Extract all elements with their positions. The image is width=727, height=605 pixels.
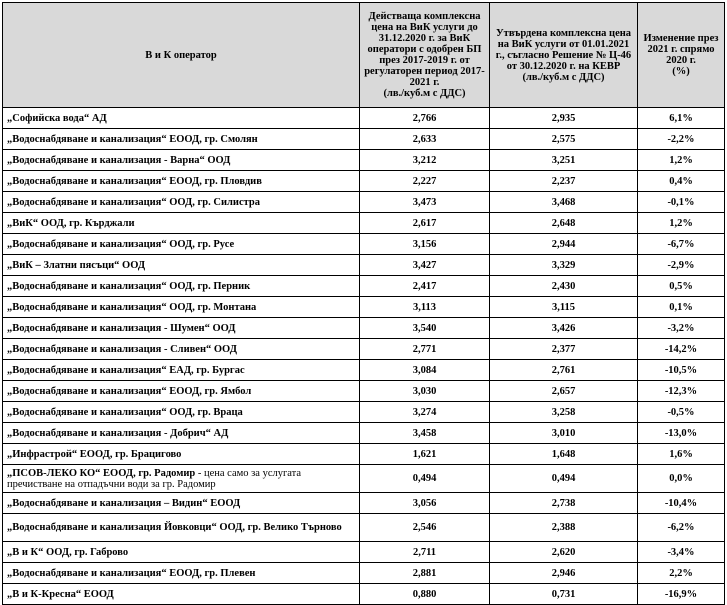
operator-name [3,108,360,129]
table-row [3,402,725,423]
current-price-cell: 2,417 [360,276,490,297]
table-row [3,444,725,465]
current-price-cell: 0,494 [360,465,490,493]
change-cell: -6,2% [638,514,725,542]
table-row [3,360,725,381]
change-cell: 0,1% [638,297,725,318]
operator-name [3,213,360,234]
current-price-cell: 0,880 [360,584,490,605]
approved-price-cell: 3,010 [490,423,638,444]
approved-price-cell: 3,329 [490,255,638,276]
approved-price-cell: 2,648 [490,213,638,234]
approved-price-cell: 2,944 [490,234,638,255]
change-cell: 0,0% [638,465,725,493]
table-row [3,213,725,234]
table-row [3,255,725,276]
table-row [3,423,725,444]
current-price-cell: 3,274 [360,402,490,423]
change-cell: -0,1% [638,192,725,213]
operator-name [3,234,360,255]
current-price-cell: 2,711 [360,542,490,563]
current-price-cell: 2,633 [360,129,490,150]
operator-name-text: „Водоснабдяване и канализация“ ООД, гр. Силистра [7,196,260,208]
operator-name [3,542,360,563]
approved-price-cell: 0,494 [490,465,638,493]
operator-name-text: „Водоснабдяване и канализация Йовковци“ ООД, гр. Велико Търново [7,522,342,533]
operator-name [3,192,360,213]
approved-price-cell: 3,258 [490,402,638,423]
table-row [3,150,725,171]
operator-name-text: „Водоснабдяване и канализация - Варна“ ООД [7,154,231,166]
operator-name-text: „Водоснабдяване и канализация“ ООД, гр. Враца [7,406,243,418]
change-cell: 2,2% [638,563,725,584]
operator-name-text: „Инфрастрой“ ЕООД, гр. Брацигово [7,448,182,460]
change-cell: 1,2% [638,150,725,171]
header-approved-price: Утвърдена комплексна цена на ВиК услуги от 01.01.2021 г., съгласно Решение № Ц-46 от 30.12.2020 г. на КЕВР (лв./куб.м с ДДС) [490,3,638,108]
operator-name-text: „ПСОВ-ЛЕКО КО“ ЕООД, гр. Радомир [7,467,196,479]
approved-price-cell: 2,575 [490,129,638,150]
table-row [3,129,725,150]
operator-name [3,444,360,465]
table-row [3,318,725,339]
operator-name [3,276,360,297]
approved-price-cell: 2,388 [490,514,638,542]
current-price-cell: 2,766 [360,108,490,129]
current-price-cell: 2,771 [360,339,490,360]
approved-price-cell: 2,657 [490,381,638,402]
header-row [3,3,725,108]
operator-name [3,339,360,360]
current-price-cell: 3,113 [360,297,490,318]
operator-name-text: „Водоснабдяване и канализация“ ООД, гр. Перник [7,280,251,292]
operator-name-text: „ВиК“ ООД, гр. Кърджали [7,217,135,229]
current-price-cell: 3,473 [360,192,490,213]
operator-name-text: „Водоснабдяване и канализация“ ЕАД, гр. Бургас [7,364,245,376]
operator-name-text: „В и К“ ООД, гр. Габрово [7,546,129,558]
current-price-cell: 3,056 [360,493,490,514]
current-price-cell: 2,881 [360,563,490,584]
change-cell: -16,9% [638,584,725,605]
approved-price-cell: 3,468 [490,192,638,213]
operator-name-text: „Водоснабдяване и канализация“ ООД, гр. Монтана [7,301,257,313]
approved-price-cell: 2,237 [490,171,638,192]
change-cell: 0,4% [638,171,725,192]
approved-price-cell: 3,426 [490,318,638,339]
change-cell: -14,2% [638,339,725,360]
approved-price-cell: 2,935 [490,108,638,129]
operator-name-text: „В и К-Кресна“ ЕООД [7,588,114,600]
approved-price-cell: 2,430 [490,276,638,297]
operator-name [3,171,360,192]
change-cell: 6,1% [638,108,725,129]
operator-name-text: „Водоснабдяване и канализация“ ООД, гр. Русе [7,238,235,250]
approved-price-cell: 2,946 [490,563,638,584]
operator-name-text: „Водоснабдяване и канализация“ ЕООД, гр. Смолян [7,133,258,145]
current-price-cell: 3,156 [360,234,490,255]
operator-name [3,360,360,381]
header-current-price: Действаща комплексна цена на ВиК услуги до 31.12.2020 г. за ВиК оператори с одобрен БП през 2017-2019 г. от регулаторен период 2017-2021 г. (лв./куб.м с ДДС) [360,3,490,108]
operator-name [3,514,360,542]
change-cell: -3,2% [638,318,725,339]
change-cell: 1,6% [638,444,725,465]
operator-name-text: „Водоснабдяване и канализация“ ЕООД, гр. Пловдив [7,175,262,187]
change-cell: -2,9% [638,255,725,276]
change-cell: -10,5% [638,360,725,381]
change-cell: -10,4% [638,493,725,514]
table-row [3,339,725,360]
approved-price-cell: 2,377 [490,339,638,360]
operator-name [3,381,360,402]
operator-name [3,493,360,514]
operator-name [3,402,360,423]
operator-name-text: „Софийска вода“ АД [7,112,107,124]
table-row [3,381,725,402]
current-price-cell: 3,212 [360,150,490,171]
table-row [3,563,725,584]
price-table [2,2,725,605]
approved-price-cell: 2,738 [490,493,638,514]
approved-price-cell: 1,648 [490,444,638,465]
current-price-cell: 3,030 [360,381,490,402]
change-cell: -13,0% [638,423,725,444]
header-change: Изменение през 2021 г. спрямо 2020 г. (%) [638,3,725,108]
operator-name-text: „ВиК – Златни пясъци“ ООД [7,259,146,271]
operator-name-text: „Водоснабдяване и канализация - Добрич“ АД [7,427,229,439]
approved-price-cell: 0,731 [490,584,638,605]
table-row [3,465,725,493]
current-price-cell: 2,546 [360,514,490,542]
change-cell: -12,3% [638,381,725,402]
operator-name [3,297,360,318]
operator-name [3,129,360,150]
table-row [3,276,725,297]
table-body [3,108,725,605]
operator-name-text: „Водоснабдяване и канализация - Сливен“ ООД [7,343,237,355]
table-row [3,171,725,192]
current-price-cell: 3,084 [360,360,490,381]
table-row [3,514,725,542]
current-price-cell: 3,458 [360,423,490,444]
operator-name-text: „Водоснабдяване и канализация - Шумен“ ООД [7,322,236,334]
change-cell: -3,4% [638,542,725,563]
operator-name [3,150,360,171]
operator-name [3,423,360,444]
approved-price-cell: 2,620 [490,542,638,563]
table-row [3,542,725,563]
operator-name [3,465,360,493]
approved-price-cell: 3,251 [490,150,638,171]
change-cell: 1,2% [638,213,725,234]
current-price-cell: 2,617 [360,213,490,234]
current-price-cell: 3,427 [360,255,490,276]
approved-price-cell: 3,115 [490,297,638,318]
change-cell: -0,5% [638,402,725,423]
operator-name-text: „Водоснабдяване и канализация“ ЕООД, гр. Плевен [7,567,256,579]
table-row [3,493,725,514]
current-price-cell: 1,621 [360,444,490,465]
operator-name [3,255,360,276]
operator-name-text: „Водоснабдяване и канализация – Видин“ ЕООД [7,497,241,509]
table-row [3,297,725,318]
current-price-cell: 3,540 [360,318,490,339]
header-operator: В и К оператор [3,3,360,108]
table-row [3,234,725,255]
change-cell: 0,5% [638,276,725,297]
change-cell: -6,7% [638,234,725,255]
table-row [3,108,725,129]
current-price-cell: 2,227 [360,171,490,192]
operator-name [3,318,360,339]
approved-price-cell: 2,761 [490,360,638,381]
operator-name-text: „Водоснабдяване и канализация“ ЕООД, гр. Ямбол [7,385,252,397]
operator-note: - цена само за услугата пречистване на отпадъчни води за гр. Радомир [7,467,302,490]
table-row [3,192,725,213]
operator-name [3,563,360,584]
change-cell: -2,2% [638,129,725,150]
